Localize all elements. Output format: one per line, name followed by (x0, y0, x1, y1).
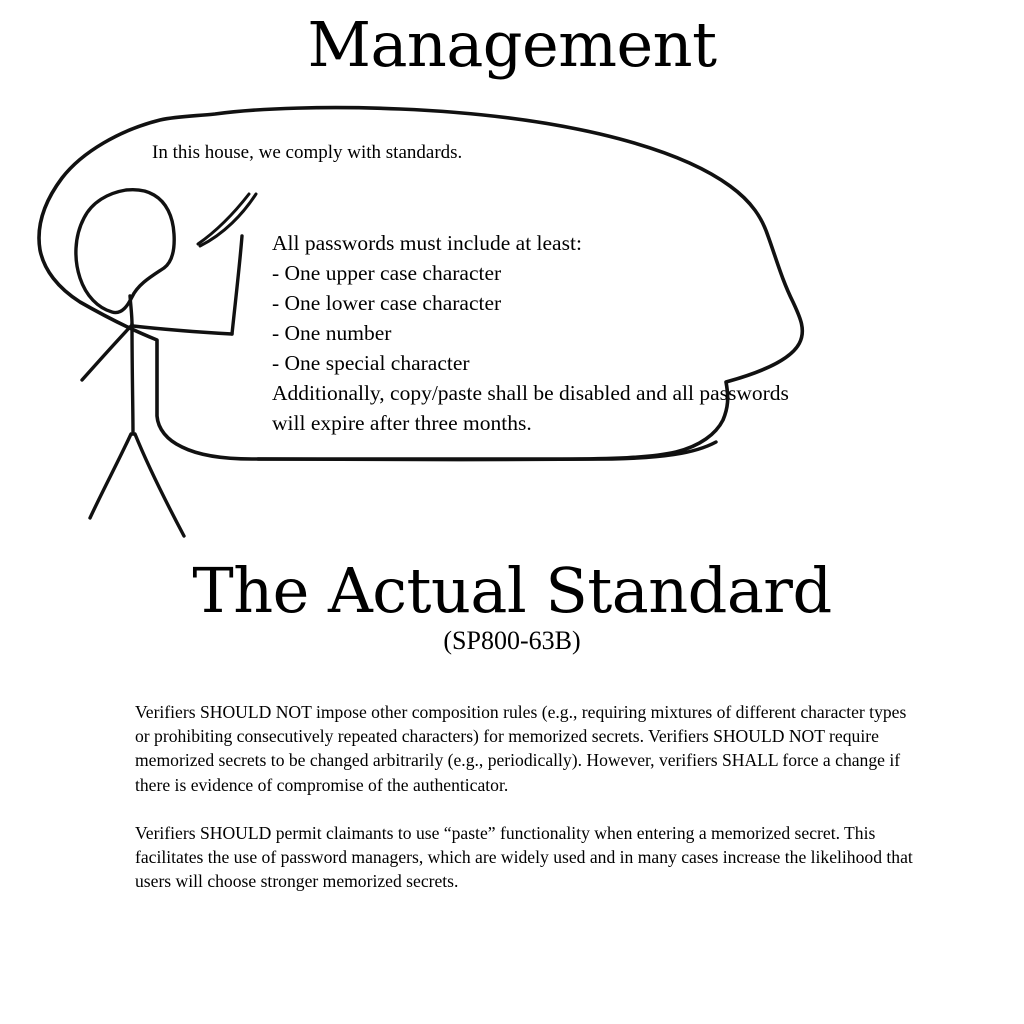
page-title-actual-standard: The Actual Standard (192, 554, 832, 627)
figure-left-leg (90, 434, 131, 518)
bubble-rules-intro: All passwords must include at least: (272, 231, 582, 255)
figure-torso (132, 324, 133, 434)
standard-body-text (135, 700, 925, 893)
figure-left-arm (82, 326, 131, 380)
standard-reference-subtitle: (SP800-63B) (443, 626, 581, 655)
bubble-greeting-text: In this house, we comply with standards. (152, 142, 463, 163)
standard-paragraph: Verifiers SHOULD permit claimants to use “paste” functionality when entering a memorized secret. This facilitates the use of password managers, which are widely used and in many cases increase the likelihood that users will choose stronger memorized secrets. (135, 822, 913, 892)
bubble-rule-item: - One lower case character (272, 291, 502, 315)
figure-right-leg (135, 434, 184, 536)
bubble-rules-closing: Additionally, copy/paste shall be disabled and all passwords will expire after three months. (272, 381, 789, 435)
page-title-management: Management (307, 8, 717, 81)
bubble-rule-item: - One special character (272, 351, 470, 375)
bubble-rules-block (272, 228, 802, 438)
bubble-rule-item: - One number (272, 321, 392, 345)
figure-neck (130, 296, 132, 324)
bubble-rule-item: - One upper case character (272, 261, 502, 285)
standard-paragraph: Verifiers SHOULD NOT impose other composition rules (e.g., requiring mixtures of different character types or prohibiting consecutively repeated characters) for memorized secrets. Verifiers SHOULD NOT require memorized secrets to be changed arbitrarily (e.g., periodically). However, verifiers SHALL force a change if there is evidence of compromise of the authenticator. (135, 702, 907, 795)
